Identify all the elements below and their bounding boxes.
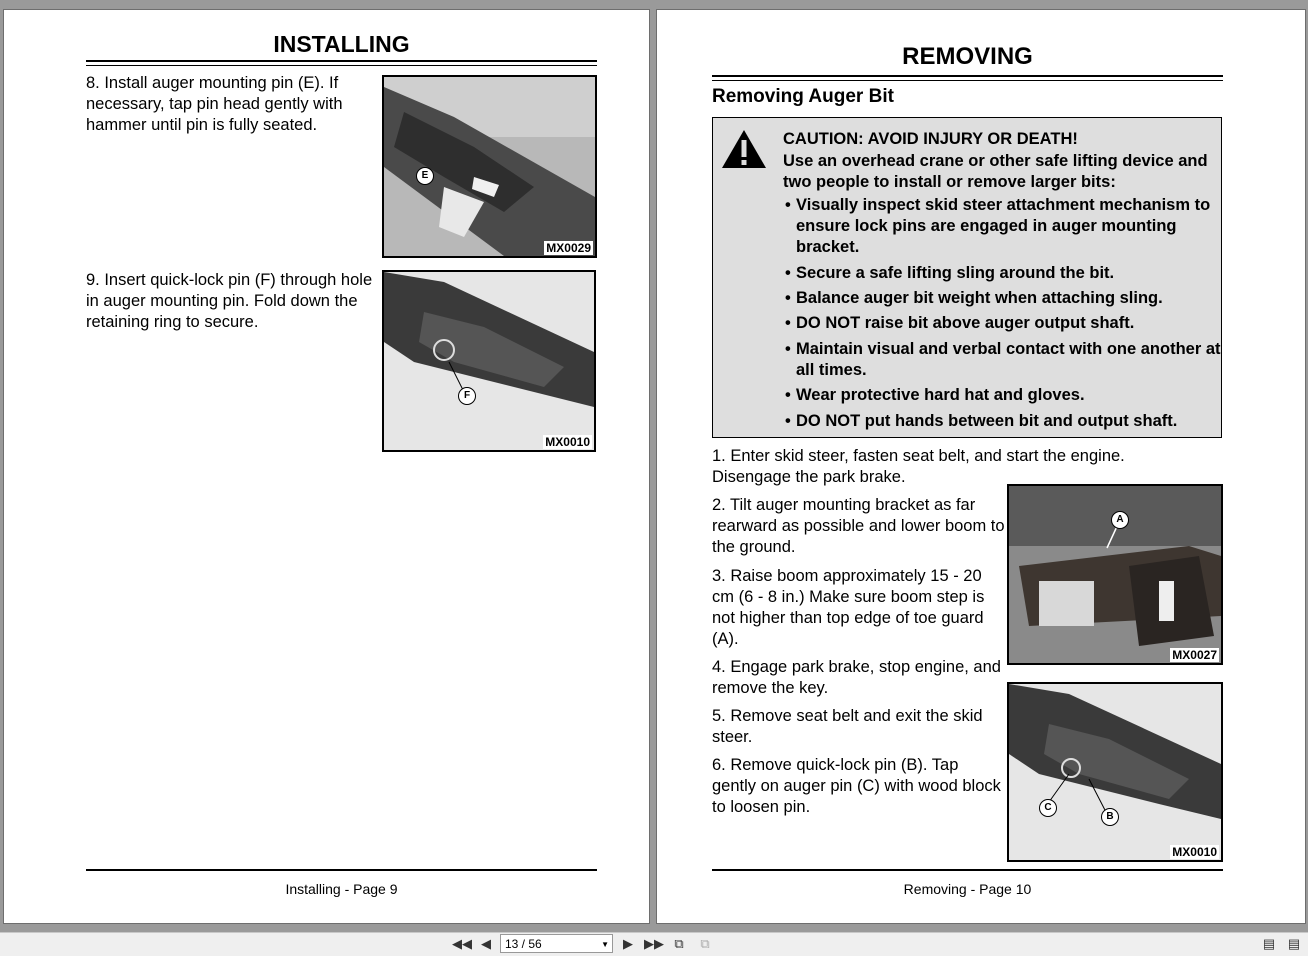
warning-icon <box>720 128 768 170</box>
previous-view-icon[interactable]: ⧉ <box>674 936 684 951</box>
next-page-icon[interactable]: ▶ <box>623 936 633 951</box>
caution-box <box>712 117 1222 438</box>
previous-page-icon[interactable]: ◀ <box>481 936 491 951</box>
page-footer: Removing - Page 10 <box>903 881 1032 897</box>
step-4: 4. Engage park brake, stop engine, and remove the key. <box>712 658 1001 697</box>
caution-bullet: • DO NOT put hands between bit and output shaft. <box>785 411 1236 432</box>
callout-e: E <box>416 167 434 185</box>
step-6: 6. Remove quick-lock pin (B). Tap gently on auger pin (C) with wood block to loosen pin. <box>712 756 1001 816</box>
section-subtitle: Removing Auger Bit <box>712 86 894 107</box>
figure-code: MX0029 <box>546 241 591 255</box>
callout-a: A <box>1111 511 1129 529</box>
viewer-toolbar <box>0 932 1308 956</box>
chevron-down-icon: ▼ <box>601 940 609 949</box>
step-1: 1. Enter skid steer, fasten seat belt, and start the engine. Disengage the park brake. <box>712 447 1125 486</box>
page-number-select[interactable] <box>500 934 613 953</box>
title-rule <box>86 65 597 66</box>
step-2: 2. Tilt auger mounting bracket as far rearward as possible and lower boom to the ground. <box>712 496 1005 556</box>
caution-bullet: • Maintain visual and verbal contact with one another at all times. <box>785 339 1226 381</box>
figure-mx0027 <box>1007 484 1223 665</box>
title-rule <box>86 60 597 62</box>
page-indicator: 13 / 56 <box>505 937 542 951</box>
caution-bullet: • DO NOT raise bit above auger output shaft. <box>785 313 1226 334</box>
title-rule <box>712 75 1223 77</box>
figure-code: MX0027 <box>1172 648 1217 662</box>
continuous-page-icon[interactable]: ▤ <box>1287 936 1301 951</box>
caution-bullet: • Balance auger bit weight when attaching sling. <box>785 288 1226 309</box>
title-rule <box>712 80 1223 81</box>
page-title: REMOVING <box>902 43 1033 70</box>
step-8: 8. Install auger mounting pin (E). If necessary, tap pin head gently with hammer until pin is fully seated. <box>86 74 343 134</box>
footer-rule <box>712 869 1223 871</box>
right-page <box>656 9 1306 924</box>
last-page-icon[interactable]: ▶▶ <box>644 936 664 951</box>
callout-b: B <box>1101 808 1119 826</box>
caution-bullet: • Visually inspect skid steer attachment mechanism to ensure lock pins are engaged in auger mounting bracket. <box>785 195 1226 258</box>
caution-title: CAUTION: AVOID INJURY OR DEATH! <box>783 130 1078 148</box>
figure-mx0010-left <box>382 270 596 452</box>
caution-bullet: • Secure a safe lifting sling around the bit. <box>785 263 1226 284</box>
step-3: 3. Raise boom approximately 15 - 20 cm (6 - 8 in.) Make sure boom step is not higher than top edge of toe guard (A). <box>712 567 985 648</box>
figure-code: MX0010 <box>1172 845 1217 859</box>
footer-rule <box>86 869 597 871</box>
single-page-icon[interactable]: ▤ <box>1262 936 1276 951</box>
caution-intro: Use an overhead crane or other safe lifting device and two people to install or remove larger bits: <box>783 152 1208 191</box>
left-page <box>3 9 650 924</box>
page-footer: Installing - Page 9 <box>285 881 398 897</box>
caution-bullet: • Wear protective hard hat and gloves. <box>785 385 1226 406</box>
callout-f: F <box>458 387 476 405</box>
callout-c: C <box>1039 799 1057 817</box>
figure-mx0029 <box>382 75 597 258</box>
step-9: 9. Insert quick-lock pin (F) through hole in auger mounting pin. Fold down the retaining ring to secure. <box>86 271 373 331</box>
next-view-icon[interactable]: ⧉ <box>700 936 710 951</box>
page-title: INSTALLING <box>273 31 410 57</box>
step-5: 5. Remove seat belt and exit the skid steer. <box>712 707 983 746</box>
figure-mx0010-right <box>1007 682 1223 862</box>
figure-code: MX0010 <box>545 435 590 449</box>
first-page-icon[interactable]: ◀◀ <box>452 936 472 951</box>
